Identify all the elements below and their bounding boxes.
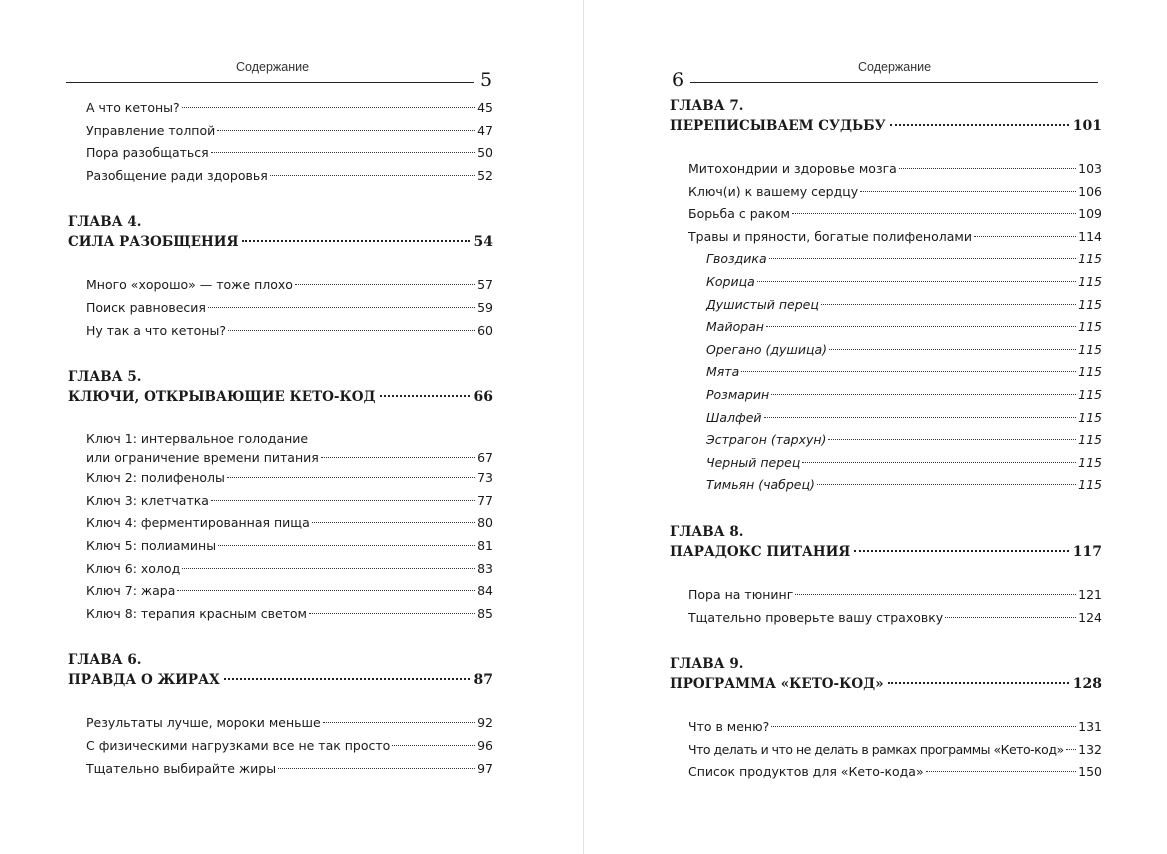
toc-entry[interactable] — [86, 603, 493, 626]
entry-title-line1: Ключ 1: интервальное голодание — [86, 431, 309, 447]
entry-title: А что кетоны? — [86, 100, 180, 115]
toc-entry[interactable] — [86, 512, 493, 535]
header-rule — [690, 82, 1098, 83]
leader-dots — [208, 307, 475, 308]
leader-dots — [854, 550, 1068, 552]
leader-dots — [741, 371, 1076, 372]
entry-title: Разобщение ради здоровья — [86, 167, 268, 183]
chapter-label: ГЛАВА 6. — [68, 652, 142, 669]
entry-page: 115 — [1078, 341, 1102, 357]
leader-dots — [323, 722, 475, 723]
toc-entry[interactable] — [86, 490, 493, 513]
toc-subentry[interactable] — [688, 407, 1102, 430]
entry-title: Мята — [706, 364, 740, 380]
entry-title: Ключ 7: жара — [86, 583, 176, 599]
toc-entry[interactable] — [688, 181, 1102, 204]
entry-title: Список продуктов для «Кето-кода» — [688, 764, 924, 780]
entry-page: 121 — [1078, 586, 1102, 602]
entry-page: 124 — [1078, 609, 1102, 625]
toc-subentry[interactable] — [688, 248, 1102, 271]
leader-dots — [211, 152, 475, 153]
toc-entry[interactable] — [688, 761, 1102, 784]
chapter-page: 66 — [473, 389, 493, 406]
leader-dots — [757, 281, 1076, 282]
entry-page: 80 — [477, 515, 493, 531]
chapter-3-continued — [68, 97, 493, 187]
leader-dots — [792, 213, 1076, 214]
entry-page: 115 — [1078, 273, 1102, 289]
left-page — [0, 0, 583, 854]
entry-page: 60 — [477, 322, 493, 338]
section-list — [68, 429, 493, 625]
entry-page: 85 — [477, 605, 493, 621]
entry-page: 92 — [477, 715, 493, 731]
entry-page: 109 — [1078, 206, 1102, 222]
entry-page: 115 — [1078, 296, 1102, 312]
leader-dots — [1066, 749, 1077, 750]
leader-dots — [228, 330, 475, 331]
leader-dots — [926, 771, 1077, 772]
leader-dots — [321, 457, 475, 458]
entry-page: 83 — [477, 560, 493, 576]
entry-title: Тщательно выбирайте жиры — [86, 760, 277, 776]
entry-title: Что делать и что не делать в рамках программы «Кето-код» — [688, 741, 1064, 757]
entry-title: Травы и пряности, богатые полифенолами — [688, 228, 972, 244]
entry-title: Тимьян (чабрец) — [706, 477, 815, 493]
toc-subentry[interactable] — [688, 474, 1102, 497]
toc-entry[interactable] — [86, 467, 493, 490]
entry-title-line2: или ограничение времени питания — [86, 450, 319, 466]
section-list — [68, 274, 493, 342]
toc-entry[interactable] — [86, 758, 493, 781]
chapter-label: ГЛАВА 7. — [670, 98, 744, 114]
page-number: 6 — [672, 69, 685, 91]
entry-title: Орегано (душица) — [706, 341, 828, 357]
toc-entry[interactable] — [86, 712, 493, 735]
entry-page: 52 — [477, 167, 493, 183]
chapter-title-entry[interactable] — [68, 670, 493, 690]
chapter-title-entry[interactable] — [670, 542, 1102, 562]
leader-dots — [227, 477, 475, 478]
entry-title: Ключ 8: терапия красным светом — [86, 605, 307, 621]
entry-title: Ключ 4: ферментированная пища — [86, 515, 310, 531]
toc-subentry[interactable] — [688, 339, 1102, 362]
entry-title: Пора разобщаться — [86, 145, 209, 161]
leader-dots — [888, 682, 1069, 684]
entry-page: 73 — [477, 470, 493, 486]
entry-page: 114 — [1078, 228, 1102, 244]
chapter-page: 101 — [1072, 118, 1102, 134]
entry-title: С физическими нагрузками все не так просто — [86, 737, 391, 753]
entry-title: Майоран — [706, 319, 764, 335]
entry-page: 115 — [1078, 432, 1102, 448]
toc-entry[interactable] — [86, 165, 493, 188]
entry-page: 50 — [477, 145, 493, 161]
leader-dots — [217, 130, 475, 131]
right-page — [584, 0, 1167, 854]
entry-title: Ключ 5: полиамины — [86, 537, 217, 553]
chapter-title: ПРАВДА О ЖИРАХ — [68, 672, 220, 689]
leader-dots — [802, 462, 1076, 463]
entry-title: Корица — [706, 273, 755, 289]
chapter-title-entry[interactable] — [68, 387, 493, 407]
leader-dots — [829, 349, 1076, 350]
entry-title: Что в меню? — [688, 719, 770, 735]
entry-page: 115 — [1078, 454, 1102, 470]
toc-entry[interactable] — [86, 580, 493, 603]
entry-page: 103 — [1078, 161, 1102, 176]
leader-dots — [312, 522, 475, 523]
toc-entry[interactable] — [86, 535, 493, 558]
entry-title: Поиск равновесия — [86, 299, 206, 315]
entry-page: 96 — [477, 737, 493, 753]
chapter-page: 117 — [1072, 543, 1102, 560]
leader-dots — [764, 417, 1077, 418]
leader-dots — [795, 594, 1076, 595]
chapter-title: ПЕРЕПИСЫВАЕМ СУДЬБУ — [670, 118, 886, 134]
entry-title: Ключ(и) к вашему сердцу — [688, 183, 859, 199]
leader-dots — [828, 439, 1076, 440]
entry-page: 81 — [477, 537, 493, 553]
leader-dots — [182, 568, 475, 569]
leader-dots — [860, 191, 1076, 192]
toc-entry[interactable] — [86, 142, 493, 165]
chapter-page: 87 — [473, 672, 493, 689]
chapter-title-entry[interactable] — [670, 674, 1102, 694]
chapter-title: ПАРАДОКС ПИТАНИЯ — [670, 543, 851, 560]
toc-subentry[interactable] — [688, 452, 1102, 475]
toc-entry[interactable] — [688, 716, 1102, 739]
toc-entry[interactable] — [86, 97, 493, 120]
chapter-title-entry[interactable] — [68, 232, 493, 252]
chapter-title: СИЛА РАЗОБЩЕНИЯ — [68, 234, 239, 251]
entry-title: Ну так а что кетоны? — [86, 322, 227, 338]
entry-page: 115 — [1078, 319, 1102, 335]
leader-dots — [890, 124, 1069, 126]
page-number: 5 — [480, 69, 493, 91]
toc-entry[interactable] — [86, 297, 493, 320]
entry-page: 47 — [477, 122, 493, 138]
toc-entry[interactable] — [86, 558, 493, 581]
entry-title: Душистый перец — [706, 296, 819, 312]
chapter-8 — [670, 523, 1102, 629]
toc-right — [670, 97, 1102, 784]
entry-title: Ключ 6: холод — [86, 560, 181, 576]
toc-subentry[interactable] — [688, 384, 1102, 407]
chapter-6 — [68, 651, 493, 780]
entry-page: 150 — [1078, 764, 1102, 780]
toc-subentry[interactable] — [688, 271, 1102, 294]
chapter-label: ГЛАВА 9. — [670, 656, 744, 673]
toc-entry-multiline[interactable] — [86, 429, 493, 467]
leader-dots — [182, 107, 475, 108]
entry-title: Митохондрии и здоровье мозга — [688, 161, 897, 176]
entry-title: Ключ 2: полифенолы — [86, 470, 225, 486]
entry-title: Пора на тюнинг — [688, 586, 794, 602]
entry-title: Много «хорошо» — тоже плохо — [86, 277, 293, 293]
entry-title: Борьба с раком — [688, 206, 790, 222]
entry-title: Управление толпой — [86, 122, 216, 138]
toc-subentry[interactable] — [688, 316, 1102, 339]
entry-title: Черный перец — [706, 454, 801, 470]
entry-page: 84 — [477, 583, 493, 599]
toc-left — [68, 97, 493, 780]
entry-title: Эстрагон (тархун) — [706, 432, 827, 448]
leader-dots — [380, 395, 470, 397]
leader-dots — [974, 236, 1076, 237]
leader-dots — [771, 726, 1076, 727]
leader-dots — [821, 304, 1076, 305]
leader-dots — [769, 258, 1077, 259]
leader-dots — [771, 394, 1076, 395]
leader-dots — [817, 484, 1076, 485]
chapter-page: 128 — [1072, 676, 1102, 693]
section-list — [68, 712, 493, 780]
leader-dots — [309, 613, 475, 614]
toc-entry[interactable] — [86, 735, 493, 758]
toc-entry[interactable] — [86, 274, 493, 297]
entry-page: 97 — [477, 760, 493, 776]
chapter-label: ГЛАВА 4. — [68, 214, 142, 231]
entry-title: Ключ 3: клетчатка — [86, 492, 209, 508]
toc-entry — [86, 448, 493, 467]
entry-page: 115 — [1078, 364, 1102, 380]
chapter-title: КЛЮЧИ, ОТКРЫВАЮЩИЕ КЕТО-КОД — [68, 389, 376, 406]
entry-page: 77 — [477, 492, 493, 508]
entry-page: 132 — [1078, 741, 1102, 757]
toc-entry[interactable] — [688, 607, 1102, 630]
chapter-title: ПРОГРАММА «КЕТО-КОД» — [670, 676, 884, 693]
entry-title: Гвоздика — [706, 251, 767, 267]
leader-dots — [242, 240, 469, 242]
header-rule — [66, 82, 474, 83]
chapter-7 — [670, 97, 1102, 497]
toc-entry[interactable] — [86, 320, 493, 343]
chapter-page: 54 — [473, 234, 493, 251]
chapter-label: ГЛАВА 5. — [68, 369, 142, 386]
entry-page: 45 — [477, 100, 493, 115]
section-list — [68, 97, 493, 187]
leader-dots — [218, 545, 475, 546]
entry-page: 59 — [477, 299, 493, 315]
entry-page: 57 — [477, 277, 493, 293]
chapter-5 — [68, 368, 493, 625]
toc-subentry[interactable] — [688, 429, 1102, 452]
toc-entry[interactable] — [688, 203, 1102, 226]
entry-page: 115 — [1078, 409, 1102, 425]
section-list — [670, 158, 1102, 497]
section-list — [670, 716, 1102, 784]
leader-dots — [766, 326, 1076, 327]
leader-dots — [295, 284, 475, 285]
toc-entry[interactable] — [688, 739, 1102, 762]
section-list — [670, 584, 1102, 629]
entry-title: Тщательно проверьте вашу страховку — [688, 609, 944, 625]
leader-dots — [177, 590, 475, 591]
entry-title: Шалфей — [706, 409, 762, 425]
chapter-9 — [670, 655, 1102, 784]
entry-page: 106 — [1078, 183, 1102, 199]
leader-dots — [945, 617, 1076, 618]
leader-dots — [270, 175, 475, 176]
entry-page: 67 — [477, 450, 493, 466]
toc-entry[interactable] — [688, 584, 1102, 607]
chapter-4 — [68, 213, 493, 342]
running-title: Содержание — [858, 60, 932, 74]
chapter-title-entry[interactable] — [670, 116, 1102, 136]
toc-entry[interactable] — [688, 158, 1102, 181]
running-title: Содержание — [236, 60, 310, 74]
toc-entry[interactable] — [688, 226, 1102, 249]
leader-dots — [899, 168, 1076, 169]
entry-title: Результаты лучше, мороки меньше — [86, 715, 321, 731]
leader-dots — [224, 678, 470, 680]
leader-dots — [278, 768, 475, 769]
entry-page: 131 — [1078, 719, 1102, 735]
toc-subentry[interactable] — [688, 361, 1102, 384]
toc-subentry[interactable] — [688, 294, 1102, 317]
chapter-label: ГЛАВА 8. — [670, 523, 744, 540]
leader-dots — [392, 745, 475, 746]
entry-page: 115 — [1078, 251, 1102, 267]
leader-dots — [211, 500, 475, 501]
entry-title: Розмарин — [706, 386, 770, 402]
toc-entry[interactable] — [86, 120, 493, 143]
entry-page: 115 — [1078, 386, 1102, 402]
entry-page: 115 — [1078, 477, 1102, 493]
